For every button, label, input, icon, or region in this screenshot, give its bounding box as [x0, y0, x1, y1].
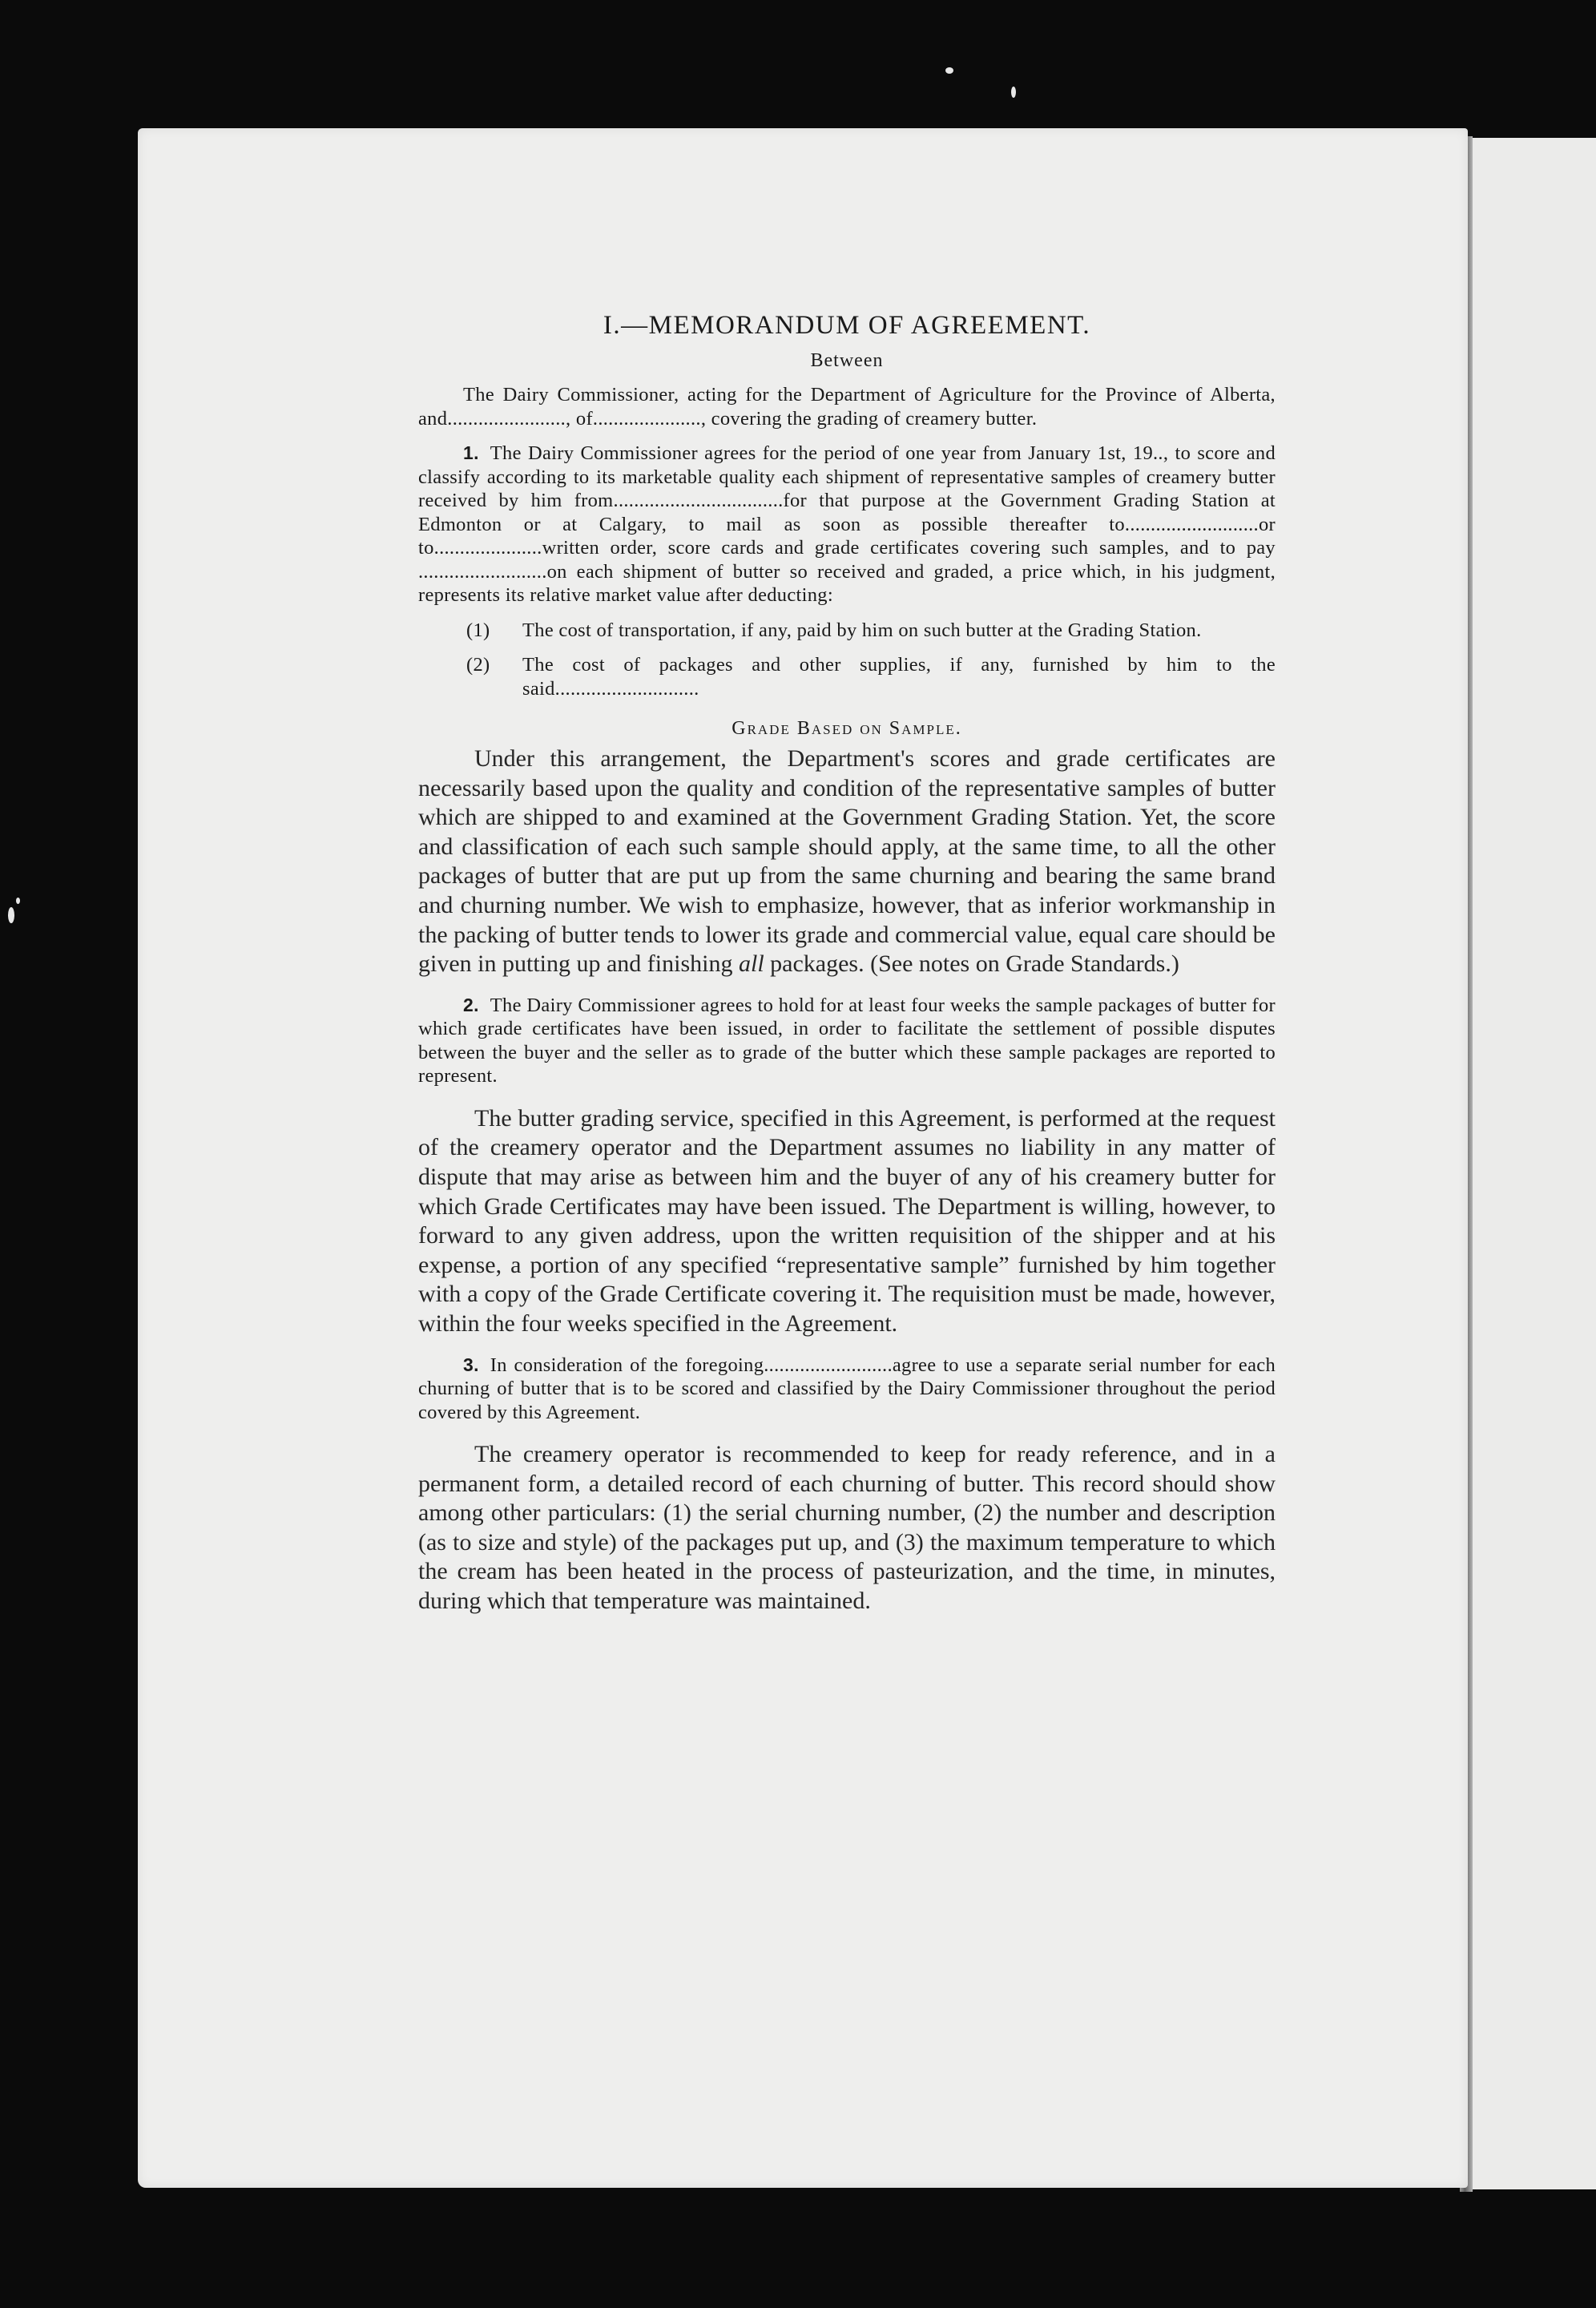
deduction-2-marker: (2) — [466, 654, 490, 676]
deduction-item — [418, 619, 1276, 643]
clause-3 — [418, 1354, 1276, 1425]
clause-3-text: In consideration of the foregoing.........................agree to use a separate serial number for each churning of butter that is to be scored and classified by the Dairy Commissioner throughout the period covered by this Agreement. — [418, 1354, 1276, 1423]
grade-note-paragraph — [418, 744, 1276, 979]
document-title: I.—MEMORANDUM OF AGREEMENT. — [603, 311, 1091, 340]
adjacent-page-edge — [1471, 138, 1596, 2189]
clause-2-text: The Dairy Commissioner agrees to hold for at least four weeks the sample packages of butter for which grade certificates have been issued, in order to facilitate the settlement of possible disputes between the buyer and the seller as to grade of the butter which these sample packages are reported to represent. — [418, 994, 1276, 1087]
parties-paragraph: The Dairy Commissioner, acting for the Department of Agriculture for the Province of Alberta, and......................., of....................., covering the grading of creamery butter. — [418, 384, 1276, 430]
deduction-2-text: The cost of packages and other supplies, if any, furnished by him to the said............................ — [522, 654, 1276, 700]
grade-note-text-end: packages. (See notes on Grade Standards.) — [770, 950, 1179, 978]
deduction-1-text: The cost of transportation, if any, paid by him on such butter at the Grading Station. — [522, 619, 1202, 641]
between-label: Between — [810, 350, 884, 371]
record-note-paragraph: The creamery operator is recommended to keep for ready reference, and in a permanent form, a detailed record of each churning of butter. This record should show among other particulars: (1) the serial churning number, (2) the number and description (as to size and style) of the packages put up, and (3) the maximum temperature to which the cream has been heated in the process of pasteurization, and the time, in minutes, during which that temperature was maintained. — [418, 1441, 1276, 1614]
dust-speck — [8, 907, 14, 923]
clause-1 — [418, 442, 1276, 607]
clause-3-number: 3. — [463, 1354, 479, 1375]
grade-note-text: Under this arrangement, the Department's scores and grade certificates are necessarily based upon the quality and condition of the representative samples of butter which are shipped to and examined at the Government Grading Station. Yet, the score and classification of each such sample should apply, at the same time, to all the other packages of butter that are put up from the same churning and bearing the same brand and churning number. We wish to emphasize, however, that as inferior workmanship in the packing of butter tends to lower its grade and commercial value, equal care should be given in putting up and finishing — [418, 745, 1276, 978]
deduction-1-marker: (1) — [466, 619, 490, 641]
page-text — [418, 311, 1276, 1616]
service-note-paragraph: The butter grading service, specified in this Agreement, is performed at the request of the creamery operator and the Department assumes no liability in any matter of dispute that may arise as between him and the buyer of any of his creamery butter for which Grade Certificates may have been issued. The Department is willing, however, to forward to any given address, upon the written requisition of the shipper and at his expense, a portion of any specified “representative sample” furnished by him together with a copy of the Grade Certificate covering it. The requisition must be made, however, within the four weeks specified in the Agreement. — [418, 1104, 1276, 1337]
clause-1-number: 1. — [463, 442, 479, 463]
clause-2 — [418, 994, 1276, 1088]
section-subheading: Grade Based on Sample. — [732, 718, 962, 739]
deduction-item — [418, 653, 1276, 700]
dust-speck — [945, 67, 953, 74]
clause-1-text: The Dairy Commissioner agrees for the period of one year from January 1st, 19.., to score and classify according to its marketable quality each shipment of representative samples of creamery butter received by him from.................................for that purpose at the Government Grading Station at Edmonton or at Calgary, to mail as soon as possible thereafter to..........................or to.....................written order, score cards and grade certificates covering such samples, and to pay .........................on each shipment of butter so received and graded, a price which, in his judgment, represents its relative market value after deducting: — [418, 442, 1276, 606]
dust-speck — [16, 898, 20, 904]
grade-note-emphasis: all — [738, 950, 764, 978]
dust-speck — [1011, 87, 1016, 98]
clause-2-number: 2. — [463, 994, 479, 1015]
